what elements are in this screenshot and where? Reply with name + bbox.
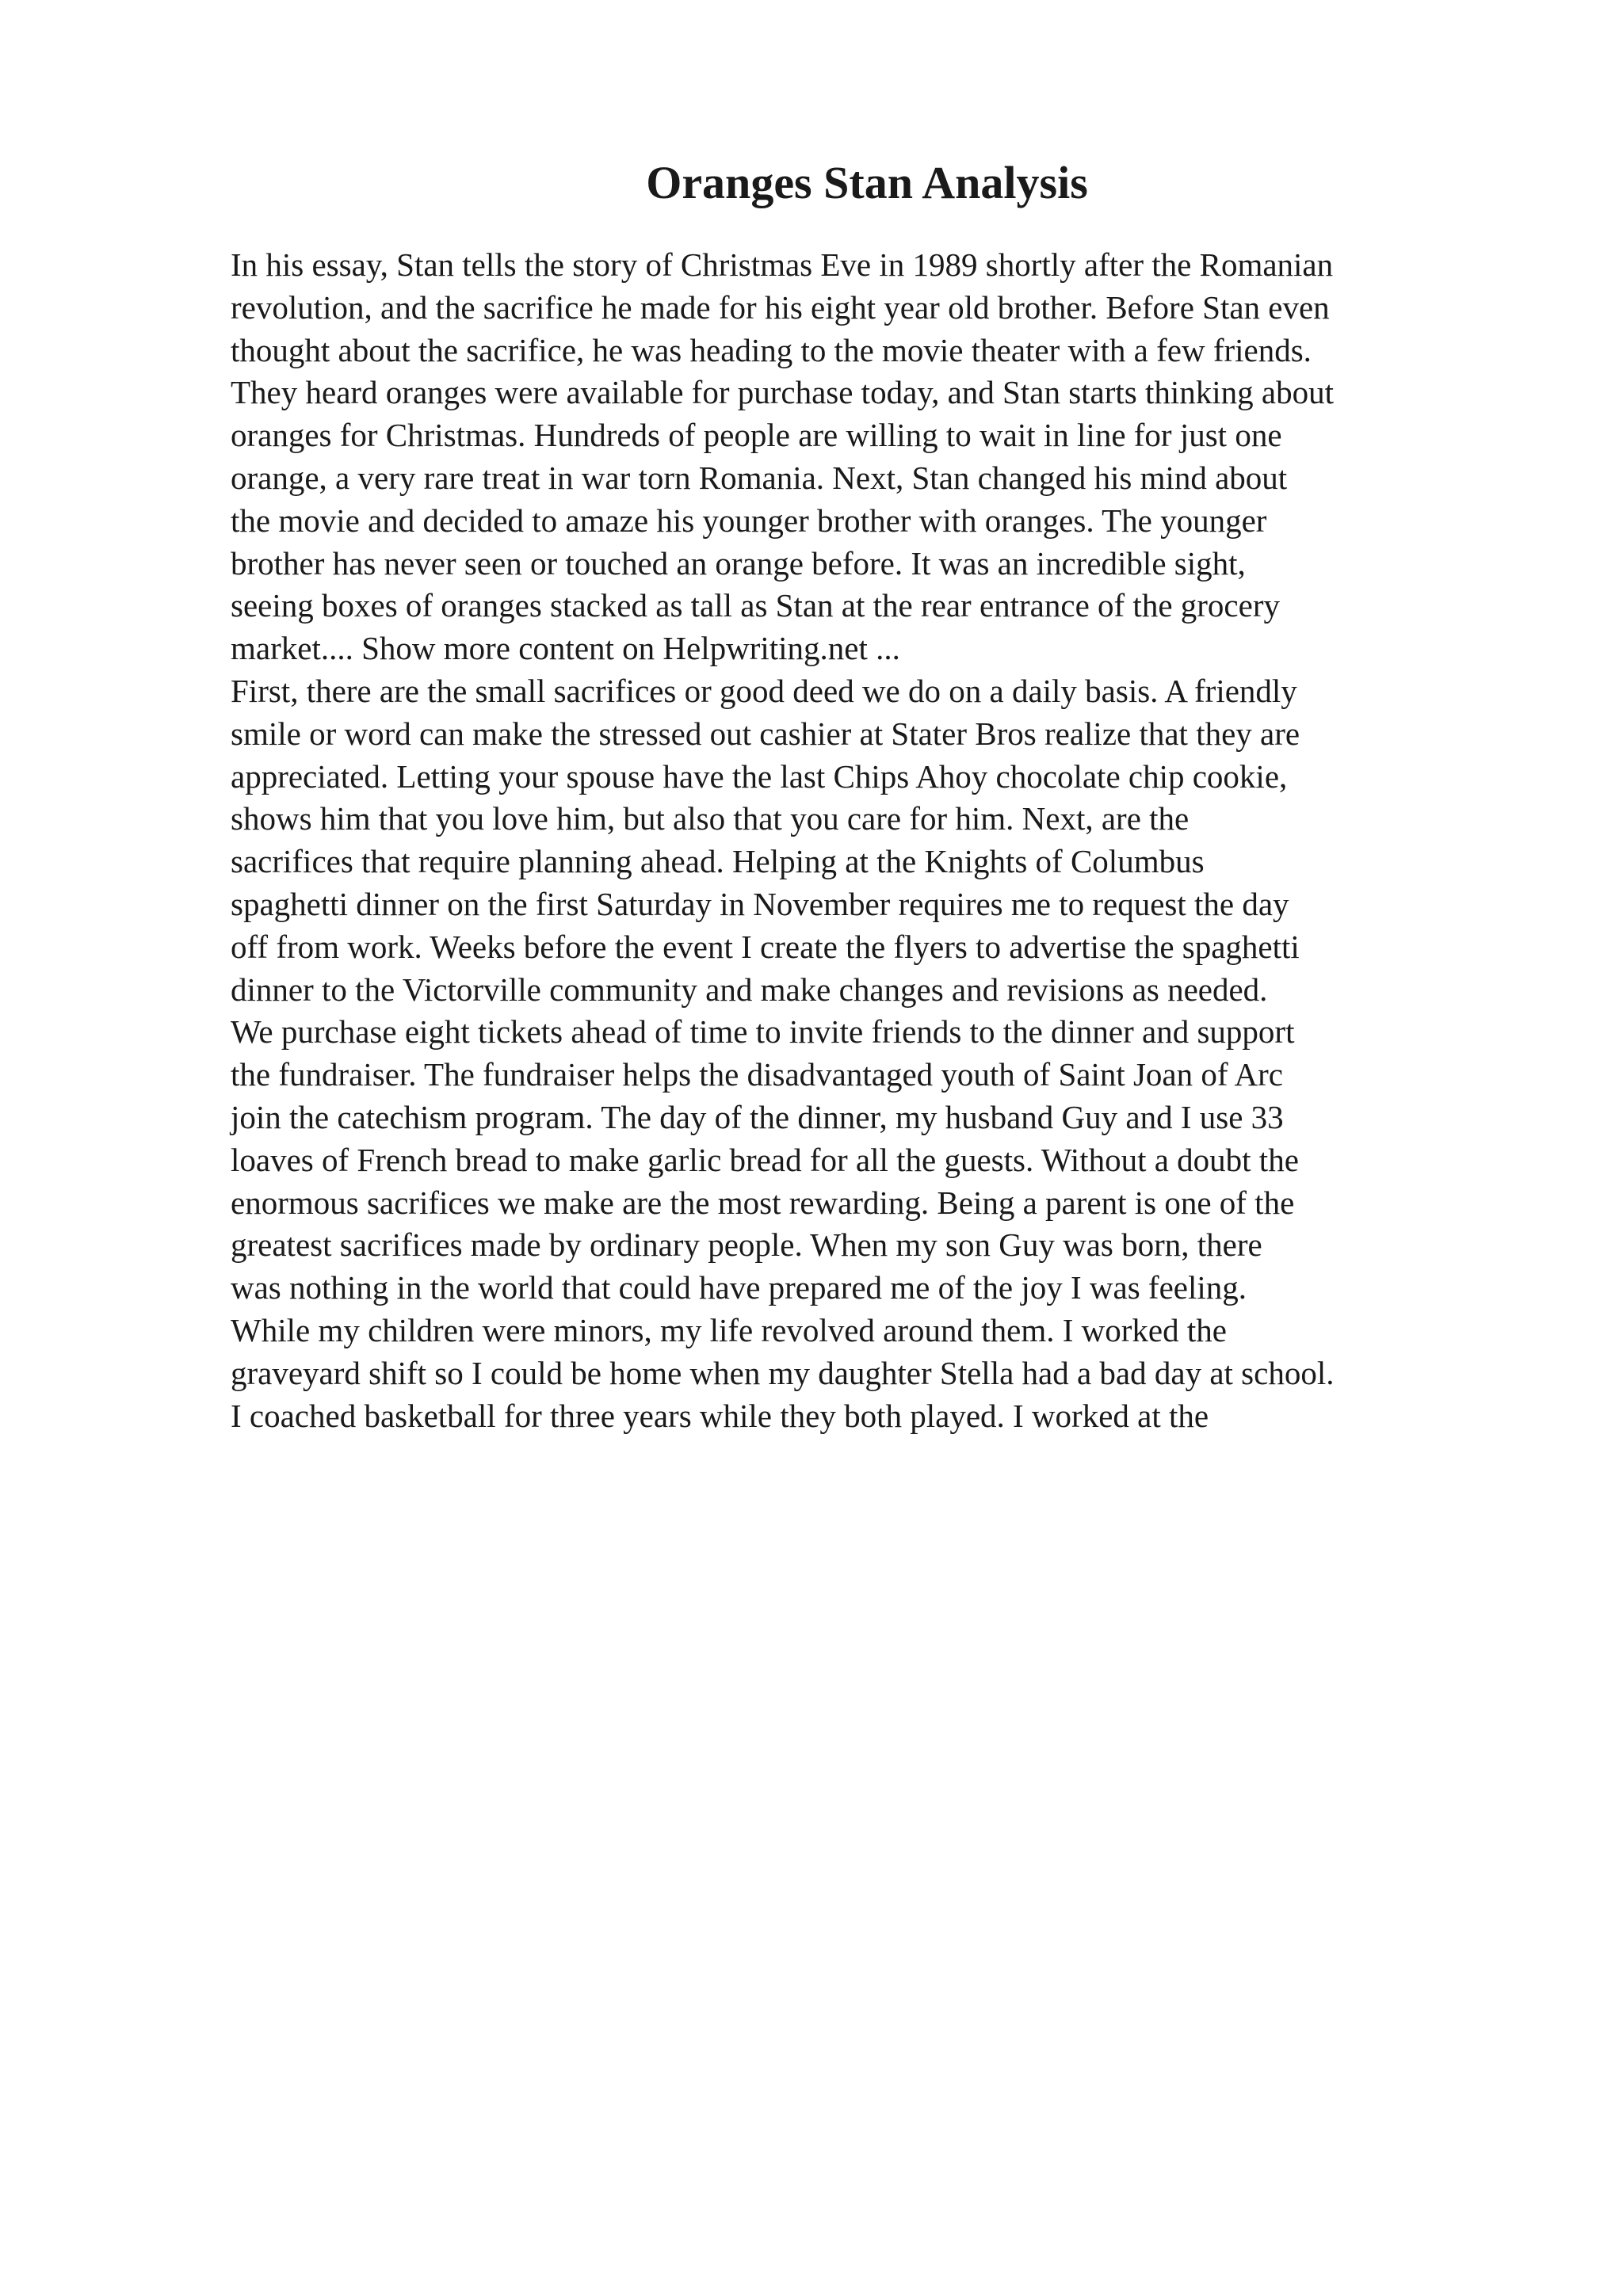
text-line: thought about the sacrifice, he was heading to the movie theater with a few friends. [231, 331, 1312, 368]
text-line: orange, a very rare treat in war torn Romania. Next, Stan changed his mind about [231, 459, 1288, 496]
text-line: graveyard shift so I could be home when my daughter Stella had a bad day at school. [231, 1354, 1335, 1391]
text-line: While my children were minors, my life revolved around them. I worked the [231, 1311, 1227, 1348]
text-line: I coached basketball for three years while they both played. I worked at the [231, 1397, 1209, 1434]
text-line: greatest sacrifices made by ordinary people. When my son Guy was born, there [231, 1226, 1262, 1264]
text-line: brother has never seen or touched an orange before. It was an incredible sight, [231, 544, 1246, 582]
text-line: First, there are the small sacrifices or good deed we do on a daily basis. A friendly [231, 672, 1297, 709]
text-line: oranges for Christmas. Hundreds of people are willing to wait in line for just one [231, 417, 1282, 454]
text-line: the fundraiser. The fundraiser helps the disadvantaged youth of Saint Joan of Arc [231, 1056, 1283, 1093]
document-title: Oranges Stan Analysis [646, 157, 1088, 208]
text-line: market.... Show more content on Helpwriting.net ... [231, 630, 900, 667]
text-line: appreciated. Letting your spouse have the last Chips Ahoy chocolate chip cookie, [231, 757, 1288, 795]
text-line: spaghetti dinner on the first Saturday in November requires me to request the day [231, 885, 1289, 922]
text-line: loaves of French bread to make garlic bread for all the guests. Without a doubt the [231, 1141, 1299, 1178]
text-line: smile or word can make the stressed out cashier at Stater Bros realize that they are [231, 715, 1300, 752]
text-line: was nothing in the world that could have prepared me of the joy I was feeling. [231, 1269, 1247, 1306]
text-line: We purchase eight tickets ahead of time to invite friends to the dinner and support [231, 1013, 1295, 1051]
text-line: sacrifices that require planning ahead. Helping at the Knights of Columbus [231, 843, 1205, 880]
text-line: shows him that you love him, but also that you care for him. Next, are the [231, 800, 1190, 837]
text-line: seeing boxes of oranges stacked as tall as Stan at the rear entrance of the grocery [231, 587, 1280, 624]
text-line: In his essay, Stan tells the story of Christmas Eve in 1989 shortly after the Romanian [231, 246, 1334, 283]
text-line: enormous sacrifices we make are the most rewarding. Being a parent is one of the [231, 1184, 1295, 1221]
text-line: join the catechism program. The day of the dinner, my husband Guy and I use 33 [231, 1098, 1284, 1135]
document-body [231, 244, 1514, 1437]
text-line: the movie and decided to amaze his younger brother with oranges. The younger [231, 502, 1267, 539]
text-line: They heard oranges were available for purchase today, and Stan starts thinking about [231, 374, 1334, 411]
text-line: dinner to the Victorville community and make changes and revisions as needed. [231, 971, 1268, 1008]
text-line: off from work. Weeks before the event I create the flyers to advertise the spaghetti [231, 928, 1300, 965]
text-line: revolution, and the sacrifice he made for his eight year old brother. Before Stan even [231, 288, 1330, 326]
